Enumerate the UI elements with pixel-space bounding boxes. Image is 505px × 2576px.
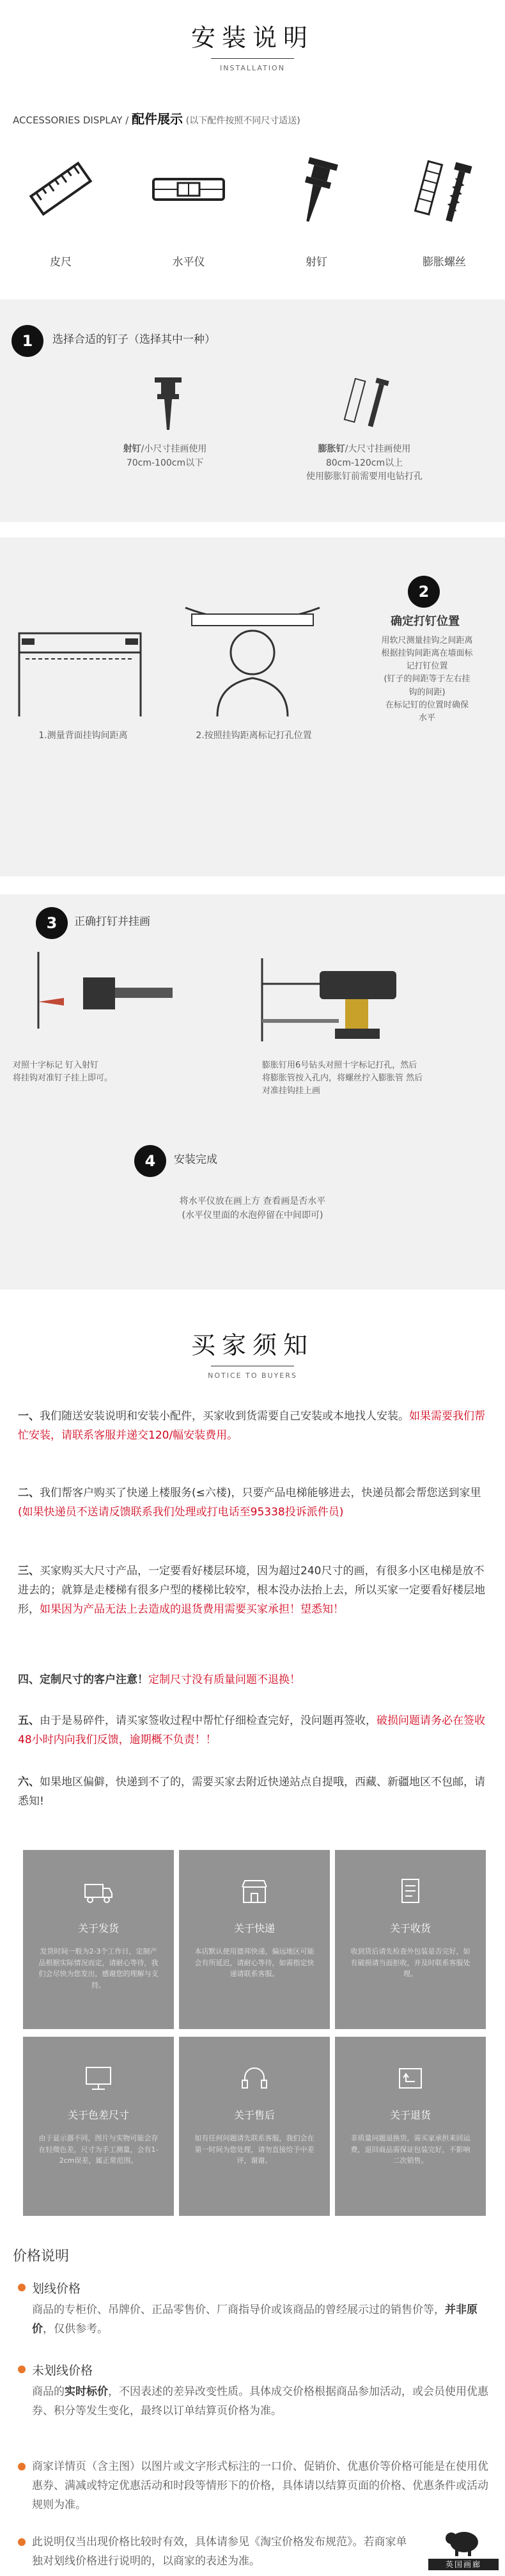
step1-panel [0,299,505,522]
rule-warning: (如果快递员不送请反馈联系我们处理或打电话至95338投诉派件员) [18,1505,344,1519]
step-title: 正确打钉并挂画 [74,915,150,928]
monitor-icon [82,2062,114,2094]
service-desc: 发货时间一般为2-3个工作日，定制产品根据实际情况而定，请耐心等待，我们会尽快为您发出，感谢您的理解与支持。 [38,1947,159,1989]
rule-text: 由于是易碎件，请买家签收过程中帮忙仔细检查完好，没问题再签收， [40,1714,377,1727]
brand-name: 英国画廊 [428,2559,499,2570]
bullet-dot [18,2463,26,2470]
service-desc: 本店默认使用德邦快递，偏远地区可能会有所延迟，请耐心等待，如需指定快递请联系客服。 [194,1947,315,1979]
step4-description: 将水平仪放在画上方 查看画是否水平 (水平仪里面的水泡停留在中间即可) [179,1196,326,1221]
accessories-heading [13,109,300,127]
accessory-tape [13,141,109,269]
accessories-en: ACCESSORIES DISPLAY / [13,115,129,126]
rule-number: 一、 [18,1410,40,1423]
bullet-dot [18,2538,26,2546]
return-icon [394,2062,426,2094]
rule-warning: 如果需要我们帮忙安装，请联系客服并递交120/幅安装费用。 [18,1410,485,1442]
service-desc: 由于显示器不同，图片与实物可能会存在轻微色差，尺寸为手工测量，会有1-2cm误差，属正常范围。 [38,2134,159,2165]
price-title: 价格说明 [13,2248,70,2264]
rule-warning: 定制尺寸没有质量问题不退换！ [148,1673,300,1686]
rule-text: 如果地区偏僻，快递到不了的，需要买家去附近快递站点自提哦，西藏、新疆地区不包邮，请悉知! [18,1776,485,1808]
step-title: 选择合适的钉子（选择其中一种） [52,333,215,346]
service-card [335,2037,486,2216]
rule-warning: 破损问题请务必在签收48小时内向我们反馈，逾期概不负责！！ [18,1714,485,1746]
rule-text: 我们随送安装说明和安装小配件，买家收到货需要自己安装或本地找人安装。 [40,1410,409,1423]
hammer-illustration [32,952,179,1029]
option-a-text: /小尺寸挂画使用 70cm-100cm以下 [126,444,207,468]
price-item-bold: 实时标价 [65,2385,108,2399]
price-item-text: 此说明仅当出现价格比较时有效，具体请参见《淘宝价格发布规范》。若商家单独对划线价格进行说明的，以商家的表述为准。 [32,2536,407,2568]
buyer-header [0,1325,505,1380]
rule-number: 三、 [18,1565,40,1577]
price-item-text: 商家详情页（含主图）以图片或文字形式标注的一口价、促销价、优惠价等价格可能是在使用优惠券、满减或特定优惠活动和时段等情形下的价格，具体请以结算页面的价格、优惠条件或活动规则为准。 [32,2460,488,2511]
install-subtitle: INSTALLATION [220,64,285,72]
service-title: 关于色差尺寸 [67,2109,129,2121]
price-item-3 [18,2458,491,2515]
tape-measure-icon [13,141,109,237]
step-number: 4 [134,1145,166,1177]
service-desc: 收到货后请先检查外包装是否完好，如有破损请当面拒收，并及时联系客服处理。 [350,1947,470,1979]
rule-5 [18,1712,491,1750]
rule-number: 六、 [18,1776,40,1789]
step1-option-b [256,443,473,484]
spirit-level-icon [141,141,237,237]
service-card [23,2037,174,2216]
price-item-text: 商品的专柜价、吊牌价、正品零售价、厂商指导价或该商品的曾经展示过的销售价等， [32,2303,445,2317]
service-desc: 非质量问题退换货，需买家承担来回运费，退回商品需保证包装完好，不影响二次销售。 [350,2134,470,2165]
service-title: 关于售后 [233,2109,275,2121]
service-title: 关于发货 [77,1922,119,1934]
accessory-list [0,141,505,281]
option-b-text: /大尺寸挂画使用 80cm-120cm以上 使用膨胀钉前需要用电钻打孔 [306,444,423,482]
brand-logo [428,2527,499,2572]
price-item-text: ，仅供参考。 [43,2323,108,2335]
accessory-label: 皮尺 [50,256,72,269]
accessory-level [141,141,237,269]
rule-text: 定制尺寸的客户注意！ [40,1673,148,1686]
step-number: 1 [12,325,43,357]
nail-icon [146,375,190,432]
step2-description: 用软尺测量挂钩之间距离 根据挂钩间距离在墙面标 记打钉位置 (钉子的间距等于左右挂 钩的间距) 在标记钉的位置时确保 水平 [381,636,473,723]
expansion-screw-icon [396,141,492,237]
rule-number: 二、 [18,1487,40,1499]
price-item-title: 划线价格 [32,2282,81,2296]
rule-4 [18,1671,491,1690]
rule-6 [18,1773,491,1812]
divider [211,58,294,59]
install-title: 安装说明 [190,24,314,52]
step-number: 3 [36,907,68,939]
drill-illustration [249,945,460,1041]
option-b-bold: 膨胀钉 [318,444,345,454]
price-item-text: 商品的 [32,2385,65,2399]
accessory-label: 水平仪 [172,256,205,269]
step3-right-text: 膨胀钉用6号钻头对照十字标记打孔，然后 将膨胀管按入孔内，将螺丝拧入膨胀管 然后 对准挂钩挂上画 [262,1061,423,1096]
receipt-icon [394,1876,426,1908]
truck-icon [82,1876,114,1908]
accessory-screw [396,141,492,269]
accessory-label: 射钉 [306,256,327,269]
price-item-4 [18,2533,414,2572]
service-title: 关于退货 [389,2109,431,2121]
headset-icon [238,2062,270,2094]
price-item-title: 未划线价格 [32,2364,93,2378]
rule-text: 我们帮客户购买了快递上楼服务(≤六楼)，只要产品电梯能够进去，快递员都会帮您送到家里 [40,1487,481,1499]
accessories-cn: 配件展示 [132,111,183,127]
rule-warning: 如果因为产品无法上去造成的退货费用需要买家承担！望悉知！ [40,1602,344,1616]
accessory-nail [268,141,364,269]
step2-caption-2: 2.按照挂钩距离标记打孔位置 [196,731,312,741]
service-card [23,1850,174,2029]
option-a-bold: 射钉 [123,444,141,454]
service-card [179,2037,330,2216]
price-item-2 [18,2360,491,2421]
rule-text: 买家购买大尺寸产品，一定要看好楼层环境，因为超过240尺寸的画，有很多小区电梯是放不进去的；就算是走楼梯有很多户型的楼梯比较窄，根本没办法抬上去，所以买家一定要看好楼层地形， [18,1565,485,1616]
step3-left-text: 对照十字标记 钉入射钉 将挂钩对准钉子挂上即可。 [13,1061,113,1084]
rule-number: 四、 [18,1673,40,1686]
accessory-label: 膨胀螺丝 [423,256,466,269]
measure-illustration [173,589,332,723]
buyer-subtitle: NOTICE TO BUYERS [208,1371,297,1380]
nail-icon [268,141,364,237]
expansion-screw-icon [339,371,396,429]
service-title: 关于快递 [233,1922,275,1934]
picture-back-illustration [13,620,153,723]
price-item-1 [18,2279,491,2339]
step2-panel [0,537,505,876]
service-title: 关于收货 [389,1922,431,1934]
service-card [335,1850,486,2029]
sheep-logo-icon [444,2527,482,2556]
step-title: 确定打钉位置 [391,615,460,628]
step3-panel [0,894,505,1290]
accessories-note: (以下配件按照不同尺寸适送) [185,116,300,126]
step-title: 安装完成 [174,1153,217,1166]
shop-icon [238,1876,270,1908]
rule-2 [18,1484,491,1522]
bullet-dot [18,2284,26,2291]
price-item-text: ，不因表述的差异改变性质。具体成交价格根据商品参加活动，或会员使用优惠券、积分等发生变化，最终以订单结算页价格为准。 [32,2385,488,2417]
step1-option-a [69,443,261,470]
price-item-bold: 并非原价 [32,2303,478,2335]
buyer-title: 买家须知 [190,1331,314,1359]
service-desc: 如有任何问题请先联系客服，我们会在第一时间为您处理，请勿直接给予中差评，谢谢。 [194,2134,315,2165]
step-number: 2 [408,576,440,608]
rule-1 [18,1407,491,1446]
install-header [0,18,505,72]
step2-caption-1: 1.测量背面挂钩间距离 [38,731,128,741]
service-card [179,1850,330,2029]
rule-number: 五、 [18,1714,40,1727]
bullet-dot [18,2366,26,2373]
rule-3 [18,1562,491,1619]
